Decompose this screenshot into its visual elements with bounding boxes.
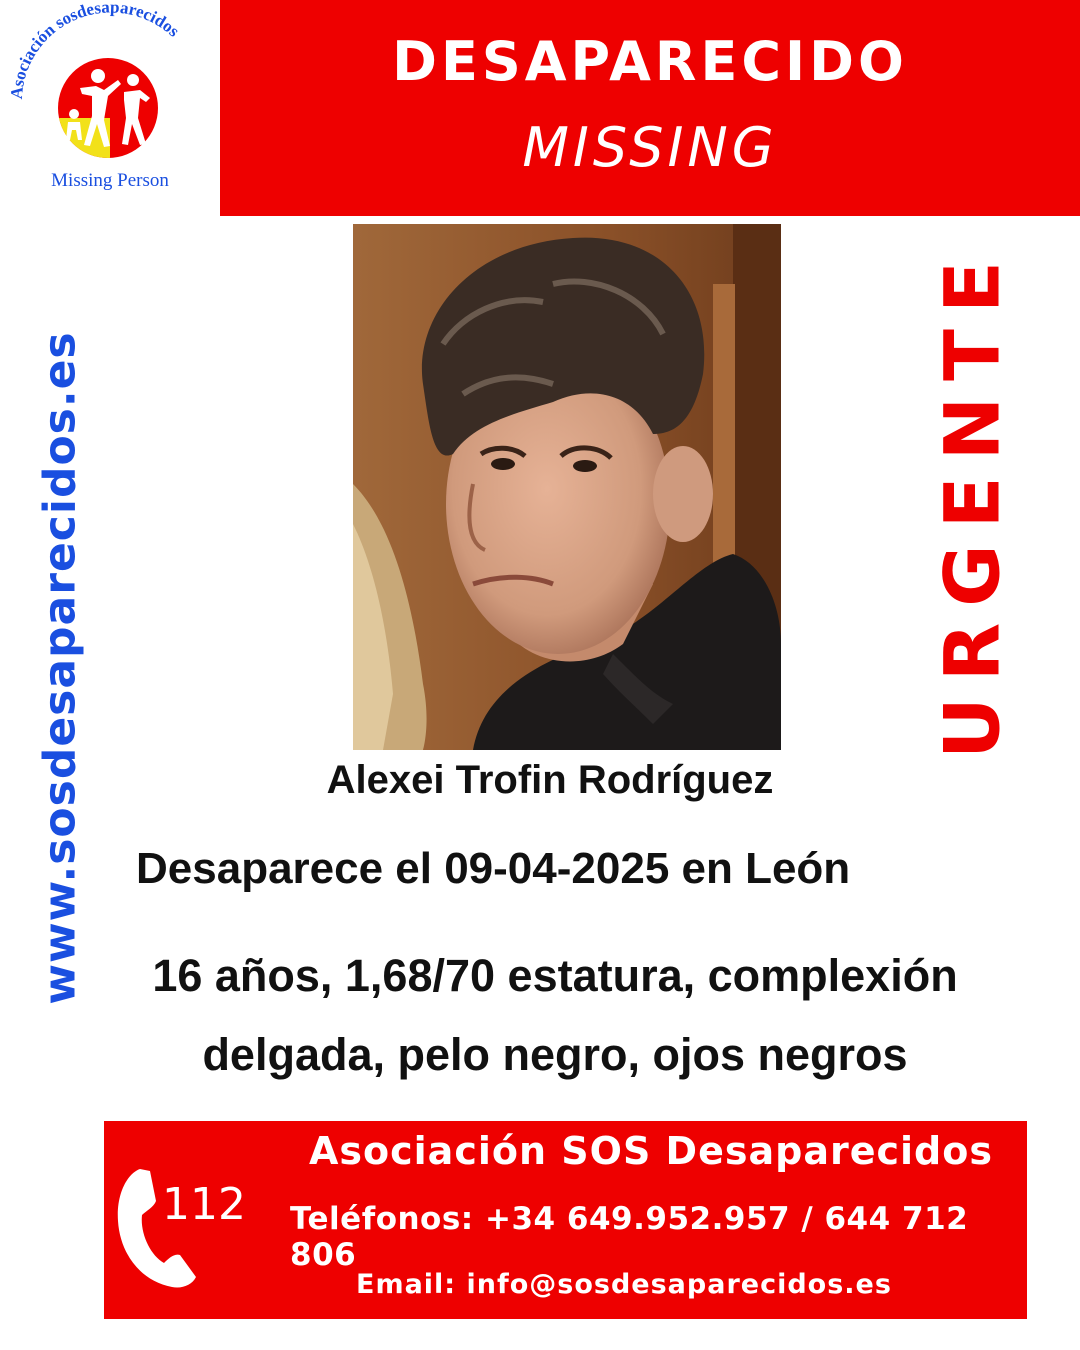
person-name: Alexei Trofin Rodríguez (326, 758, 774, 802)
person-description (60, 936, 1050, 1094)
header-title: DESAPARECIDO (392, 30, 908, 93)
logo-caption: Missing Person (51, 170, 169, 191)
header-banner (220, 0, 1080, 216)
logo-arc-text: Asociación sosdesaparecidos (6, 0, 184, 100)
person-photo (353, 224, 781, 750)
description-line-2: delgada, pelo negro, ojos negros (202, 1029, 908, 1080)
contact-box (104, 1121, 1027, 1319)
website-link[interactable]: www.sosdesaparecidos.es (34, 331, 86, 1005)
disappearance-info: Desaparece el 09-04-2025 en León (136, 844, 851, 893)
organization-name: Asociación SOS Desaparecidos (309, 1129, 993, 1173)
association-logo (0, 0, 218, 215)
contact-email[interactable]: Email: info@sosdesaparecidos.es (356, 1269, 892, 1300)
logo-emblem-icon (0, 0, 218, 215)
description-line-1: 16 años, 1,68/70 estatura, complexión (152, 950, 958, 1001)
phone-numbers[interactable]: Teléfonos: +34 649.952.957 / 644 712 806 (290, 1201, 969, 1273)
urgent-label: URGENTE (927, 245, 1017, 759)
header-subtitle: MISSING (522, 116, 778, 179)
emergency-number[interactable]: 112 (162, 1179, 246, 1230)
